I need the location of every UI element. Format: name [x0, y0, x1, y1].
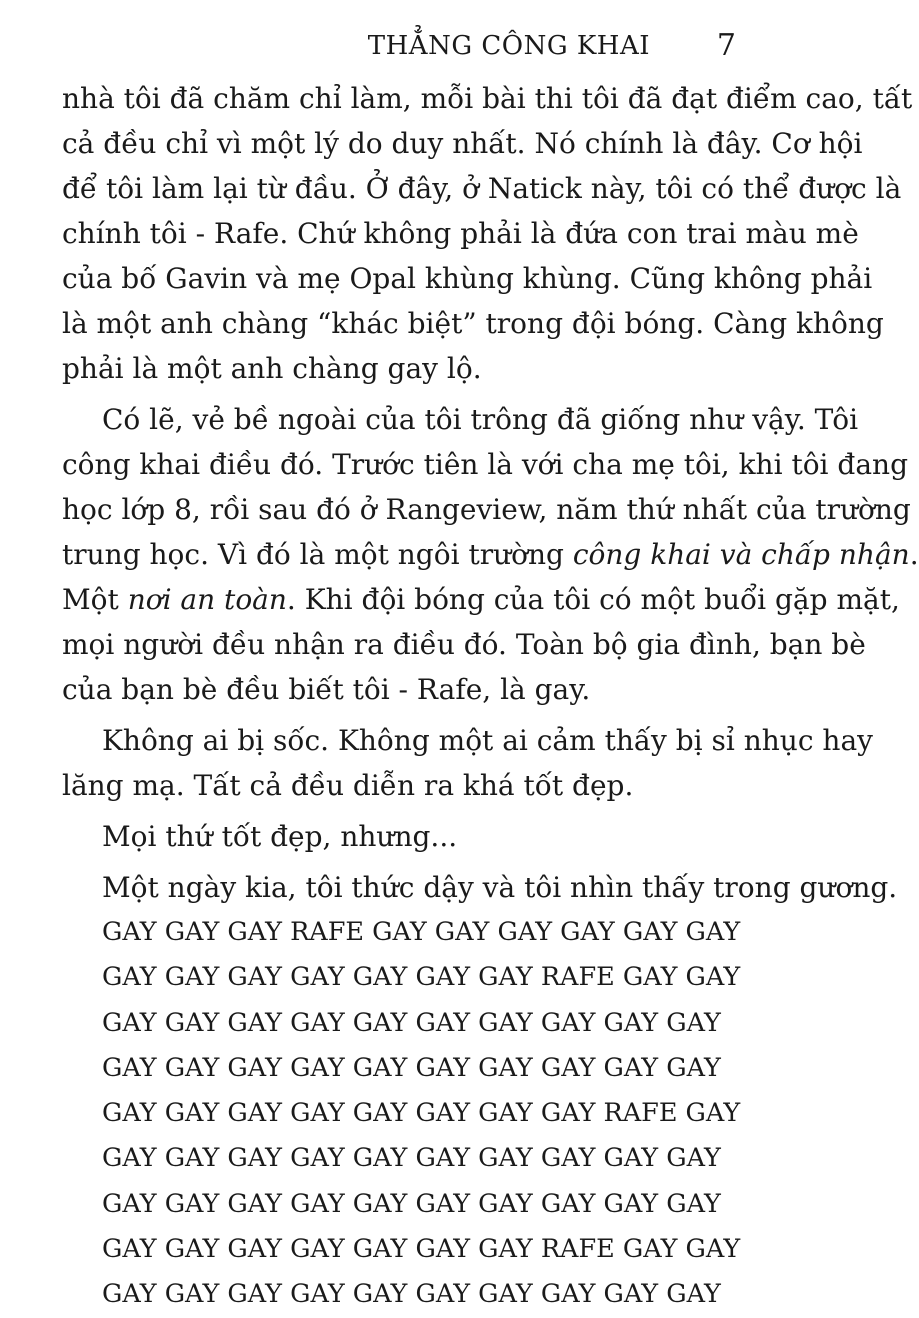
text-line — [62, 532, 919, 577]
italic-phrase: công khai và chấp nhận — [572, 538, 910, 571]
body-text — [62, 76, 919, 1318]
paragraph — [62, 76, 913, 391]
paragraph — [62, 865, 898, 910]
text-line — [62, 577, 900, 622]
text-line: mọi người đều nhận ra điều đó. Toàn bộ gia đình, bạn bè — [62, 628, 866, 661]
repeated-word-line: GAY GAY GAY RAFE GAY GAY GAY GAY GAY GAY — [102, 917, 741, 947]
text-line: Mọi thứ tốt đẹp, nhưng... — [102, 820, 458, 853]
repeated-word-line: GAY GAY GAY GAY GAY GAY GAY GAY GAY GAY — [102, 1052, 721, 1083]
repeated-word-line: GAY GAY GAY GAY GAY GAY GAY GAY GAY GAY — [102, 1143, 721, 1174]
text-line: phải là một anh chàng gay lộ. — [62, 352, 482, 385]
repeated-word-line: GAY GAY GAY GAY GAY GAY GAY RAFE GAY GAY — [102, 1234, 741, 1265]
text-segment: trung học. Vì đó là một ngôi trường — [62, 538, 573, 571]
paragraph — [62, 397, 919, 712]
text-segment: . Khi đội bóng của tôi có một buổi gặp mặt, — [286, 583, 900, 616]
text-line: công khai điều đó. Trước tiên là với cha mẹ tôi, khi tôi đang — [62, 448, 908, 481]
paragraph — [62, 718, 873, 808]
text-line: chính tôi - Rafe. Chứ không phải là đứa con trai màu mè — [62, 217, 859, 250]
repeated-word-line: GAY GAY GAY GAY GAY GAY GAY GAY GAY GAY — [102, 1188, 721, 1219]
text-line: là một anh chàng “khác biệt” trong đội bóng. Càng không — [62, 307, 884, 340]
text-line: lăng mạ. Tất cả đều diễn ra khá tốt đẹp. — [62, 769, 634, 802]
italic-phrase: nơi an toàn — [127, 583, 287, 616]
page-number: 7 — [716, 28, 736, 63]
repeated-word-line: GAY GAY GAY GAY GAY GAY GAY GAY RAFE GAY — [102, 1098, 741, 1129]
text-segment: . — [909, 538, 919, 571]
paragraph — [62, 814, 742, 859]
repeated-word-line: GAY GAY GAY GAY GAY GAY GAY GAY GAY GAY — [102, 1279, 721, 1310]
text-line: Có lẽ, vẻ bề ngoài của tôi trông đã giống như vậy. Tôi — [102, 403, 859, 436]
page-header — [0, 26, 800, 66]
text-line: nhà tôi đã chăm chỉ làm, mỗi bài thi tôi đã đạt điểm cao, tất — [62, 82, 913, 115]
text-line: của bạn bè đều biết tôi - Rafe, là gay. — [62, 673, 591, 706]
text-line: của bố Gavin và mẹ Opal khùng khùng. Cũng không phải — [62, 262, 873, 295]
repeated-word-line: GAY GAY GAY GAY GAY GAY GAY RAFE GAY GAY — [102, 962, 741, 993]
repeated-word-block — [62, 910, 742, 1318]
text-segment: Một — [62, 583, 128, 616]
running-head: THẲNG CÔNG KHAI — [367, 31, 650, 61]
repeated-word-line: GAY GAY GAY GAY GAY GAY GAY GAY GAY GAY — [102, 1007, 721, 1038]
text-line: học lớp 8, rồi sau đó ở Rangeview, năm thứ nhất của trường — [62, 493, 911, 526]
text-line: để tôi làm lại từ đầu. Ở đây, ở Natick này, tôi có thể được là — [62, 172, 902, 205]
text-line: cả đều chỉ vì một lý do duy nhất. Nó chính là đây. Cơ hội — [62, 127, 863, 160]
text-line: Không ai bị sốc. Không một ai cảm thấy bị sỉ nhục hay — [102, 724, 873, 757]
text-line: Một ngày kia, tôi thức dậy và tôi nhìn thấy trong gương. — [102, 871, 898, 904]
